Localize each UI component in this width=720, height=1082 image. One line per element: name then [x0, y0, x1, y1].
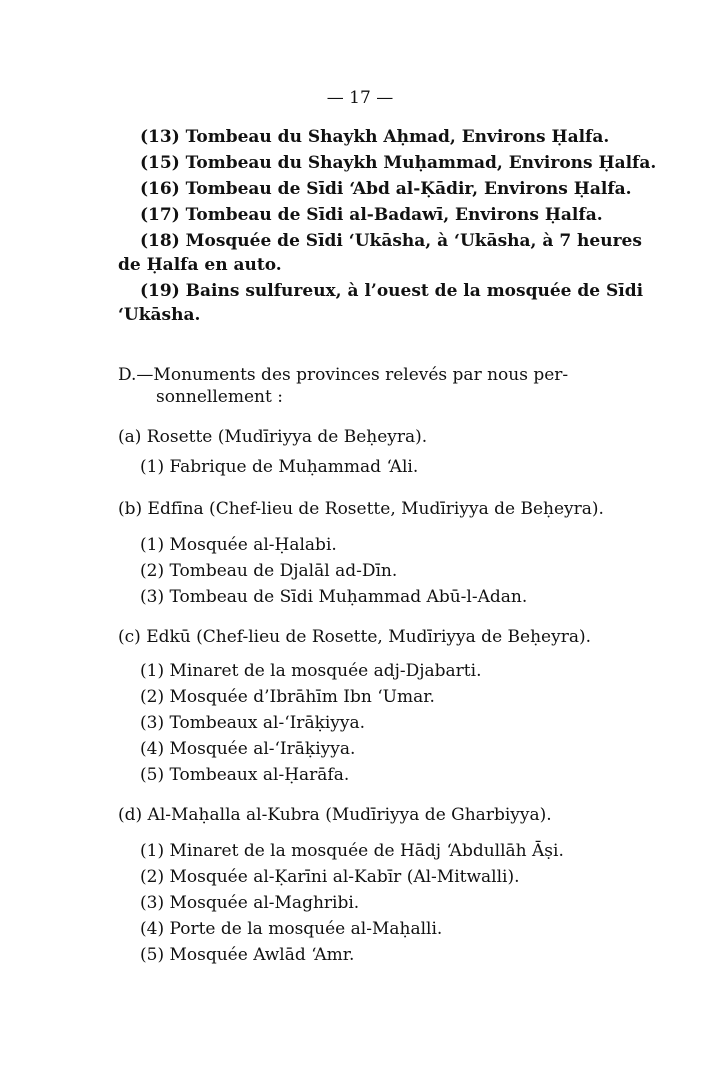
list-item: (2) Mosquée al-Ḳarīni al-Kabīr (Al-Mitwalli). — [140, 867, 520, 887]
section-heading-continuation: sonnellement : — [156, 387, 283, 407]
list-item: (13) Tombeau du Shaykh Aḥmad, Environs Ḥalfa. — [140, 127, 610, 147]
list-item: (17) Tombeau de Sīdi al-Badawī, Environs Ḥalfa. — [140, 205, 603, 225]
list-item: (16) Tombeau de Sīdi ‘Abd al-Ḳādir, Environs Ḥalfa. — [140, 179, 632, 199]
list-item: (5) Tombeaux al-Ḥarāfa. — [140, 765, 350, 785]
list-item: (18) Mosquée de Sīdi ‘Ukāsha, à ‘Ukāsha, à 7 heures — [140, 231, 642, 251]
list-item: (5) Mosquée Awlād ‘Amr. — [140, 945, 355, 965]
list-item: (4) Porte de la mosquée al-Maḥalli. — [140, 919, 443, 939]
list-item: (2) Tombeau de Djalāl ad-Dīn. — [140, 561, 398, 581]
list-item: (4) Mosquée al-‘Irāḳiyya. — [140, 739, 356, 759]
list-item: (2) Mosquée d’Ibrāhīm Ibn ‘Umar. — [140, 687, 435, 707]
list-item: (3) Tombeau de Sīdi Muḥammad Abū-l-Adan. — [140, 587, 528, 607]
group-title: (c) Edkū (Chef-lieu de Rosette, Mudīriyya de Beḥeyra). — [118, 627, 591, 647]
list-item: (15) Tombeau du Shaykh Muḥammad, Environs Ḥalfa. — [140, 153, 657, 173]
list-item: (1) Minaret de la mosquée de Hādj ‘Abdullāh Āṣi. — [140, 841, 564, 861]
list-item-continuation: ‘Ukāsha. — [118, 305, 201, 325]
group-title: (b) Edfīna (Chef-lieu de Rosette, Mudīriyya de Beḥeyra). — [118, 499, 604, 519]
list-item: (19) Bains sulfureux, à l’ouest de la mosquée de Sīdi — [140, 281, 644, 301]
group-title: (d) Al-Maḥalla al-Kubra (Mudīriyya de Gharbiyya). — [118, 805, 552, 825]
list-item: (3) Tombeaux al-‘Irāḳiyya. — [140, 713, 366, 733]
list-item: (1) Fabrique de Muḥammad ‘Ali. — [140, 457, 419, 477]
page-number: — 17 — — [326, 88, 394, 108]
section-heading: D.—Monuments des provinces relevés par nous per- — [118, 365, 569, 385]
list-item: (1) Mosquée al-Ḥalabi. — [140, 535, 337, 555]
list-item-continuation: de Ḥalfa en auto. — [118, 255, 282, 275]
list-item: (1) Minaret de la mosquée adj-Djabarti. — [140, 661, 482, 681]
list-item: (3) Mosquée al-Maghribi. — [140, 893, 360, 913]
group-title: (a) Rosette (Mudīriyya de Beḥeyra). — [118, 427, 428, 447]
